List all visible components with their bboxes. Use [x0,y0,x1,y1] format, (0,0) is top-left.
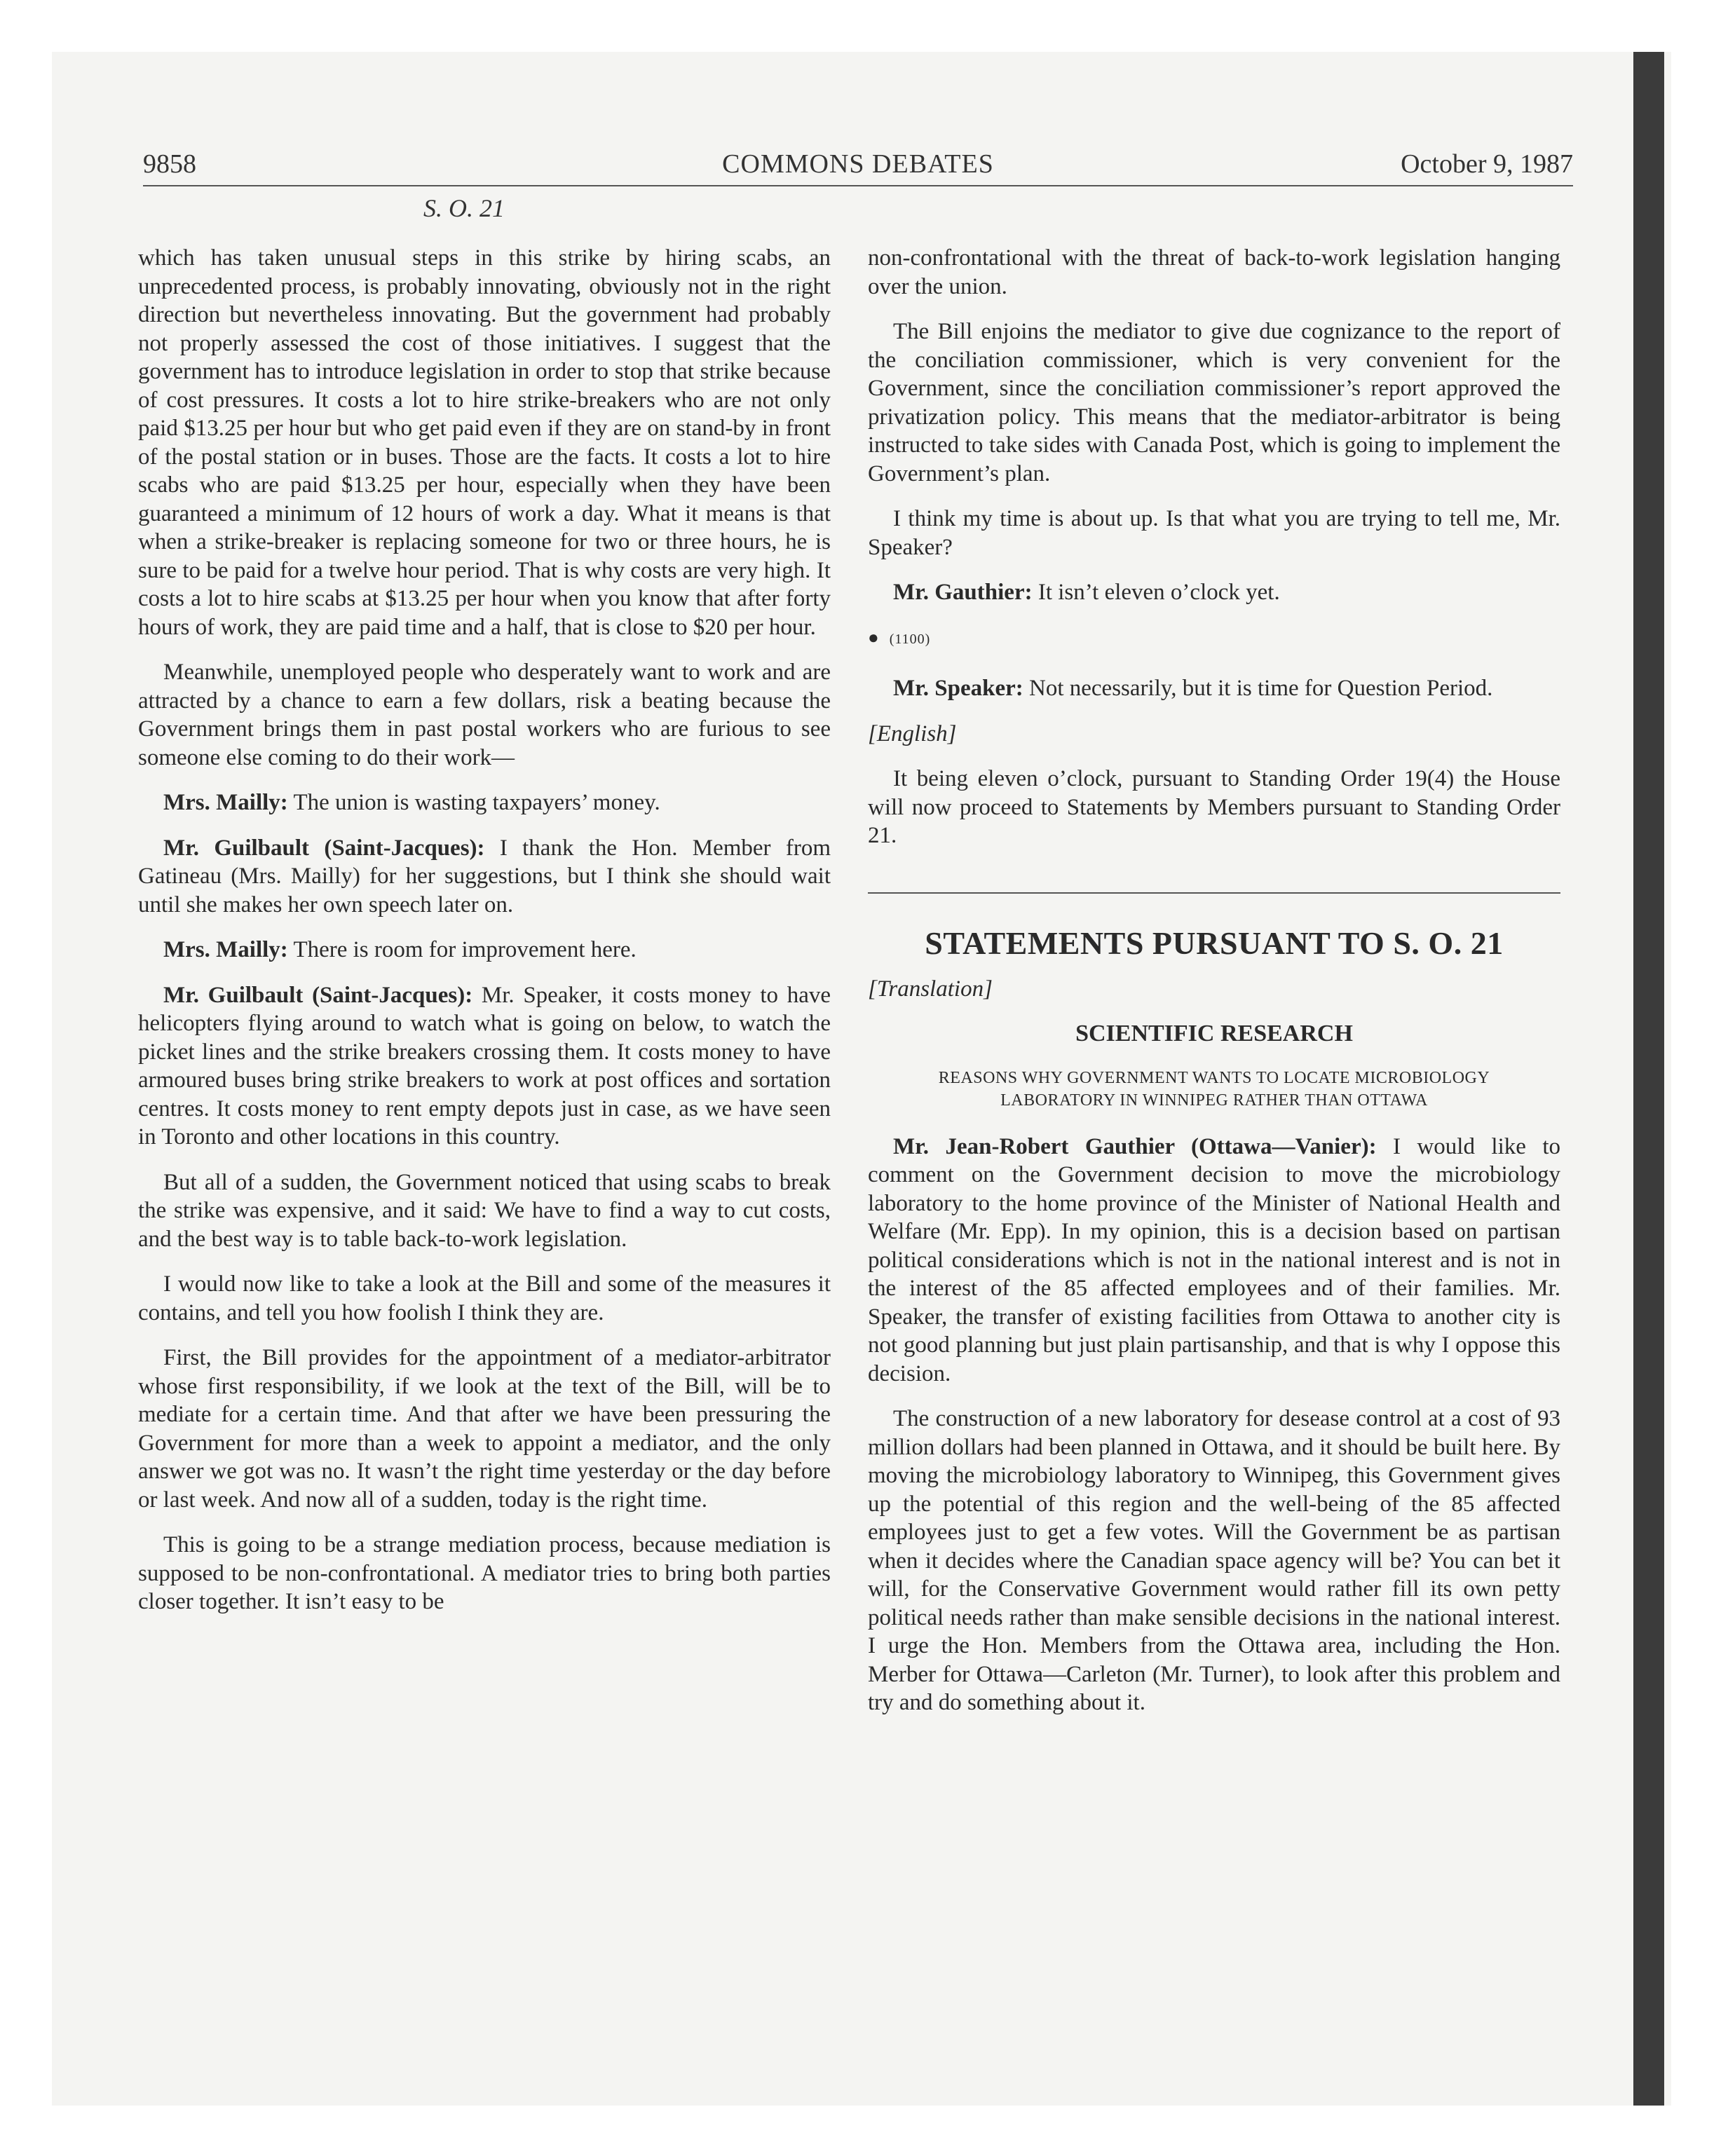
page-header [143,146,1573,186]
paragraph: The construction of a new laboratory for desease control at a cost of 93 million dollars had been planned in Ottawa, and it should be built here. By moving the microbiology laboratory to Winnipeg, this Government gives up the potential of this region and the well-being of the 85 affected employees just to get a few votes. Will the Government be as partisan when it decides where the Canadian space agency will be? You can bet it will, for the Conservative Government would rather fill its own petty political needs rather than make sensible decisions in the national interest. I urge the Hon. Members from the Ottawa area, including the Hon. Merber for Ottawa—Carleton (Mr. Turner), to look after this problem and try and do something about it. [868,1406,1560,1715]
paragraph: I would now like to take a look at the Bill and some of the measures it contains, and tell you how foolish I think they are. [138,1271,831,1325]
paragraph: non-confrontational with the threat of back-to-work legislation hanging over the union. [868,245,1560,299]
section-title: STATEMENTS PURSUANT TO S. O. 21 [925,925,1504,961]
speech-text: It isn’t eleven o’clock yet. [1037,580,1280,605]
speech-paragraph [138,789,831,817]
speech-text: Mr. Speaker, it costs money to have helicopters flying around to watch what is going on below, to watch the picket lines and the strike breakers crossing them. It costs money to have armoured buses bring strike breakers to work at post offices and sortation centres. It costs money to rent empty depots just in case, as we have seen in Toronto and other locations in this country. [138,982,831,1149]
speaker-name: Mr. Speaker: [893,676,1023,701]
time-marker [868,624,1560,654]
subject-title: SCIENTIFIC RESEARCH [1075,1021,1353,1046]
section-divider [868,892,1560,894]
paragraph: This is going to be a strange mediation process, because mediation is supposed to be non-confrontational. A mediator tries to bring both parties closer together. It isn’t easy to be [138,1532,831,1614]
speaker-name: Mr. Jean-Robert Gauthier (Ottawa—Vanier): [893,1133,1377,1159]
paragraph: Meanwhile, unemployed people who desperately want to work and are attracted by a chance to earn a few dollars, risk a beating because the Government brings them in past postal workers who are furious to see someone else coming to do their work— [138,660,831,770]
time-marker-text: (1100) [889,631,931,647]
paragraph: The Bill enjoins the mediator to give due cognizance to the report of the conciliation commissioner, which is very convenient for the Government, since the conciliation commissioner’s report approved the privatization policy. This means that the mediator-arbitrator is being instructed to take sides with Canada Post, which is going to implement the Government’s plan. [868,319,1560,486]
scan-edge-bar [1633,52,1664,2106]
speech-paragraph [138,936,831,964]
speech-paragraph [868,1133,1560,1389]
paragraph: which has taken unusual steps in this strike by hiring scabs, an unprecedented process, is probably innovating, obviously not in the right direction but nevertheless innovating. But the government had probably not properly assessed the cost of those initiatives. I suggest that the government has to introduce legislation in order to stop that strike because of cost pressures. It costs a lot to hire strike-breakers who are not only paid $13.25 per hour but who get paid even if they are on stand-by in front of the postal station or in buses. Those are the facts. It costs a lot to hire scabs who are paid $13.25 per hour, especially when they have been guaranteed a minimum of 12 hours of work a day. What it means is that when a strike-breaker is replacing someone for two or three hours, he is sure to be paid for a twelve hour period. That is why costs are very high. It costs a lot to hire scabs at $13.25 per hour when you know that after forty hours of work, they are paid time and a half, that is close to $20 per hour. [138,245,831,640]
speaker-name: Mrs. Mailly: [163,790,288,815]
right-column [868,244,1560,1734]
paragraph: I think my time is about up. Is that what you are trying to tell me, Mr. Speaker? [868,506,1560,560]
page-number: 9858 [143,149,196,179]
publication-title: COMMONS DEBATES [722,149,994,179]
speech-text: The union is wasting taxpayers’ money. [293,790,660,815]
speech-text: There is room for improvement here. [293,937,637,962]
speaker-name: Mr. Guilbault (Saint-Jacques): [163,835,485,861]
speech-text: I would like to comment on the Government decision to move the microbiology laboratory to the home province of the Minister of National Health and Welfare (Mr. Epp). In my opinion, this is a decision based on partisan political considerations which is not in the national interest and is not in the interest of the 85 affected employees and of their families. Mr. Speaker, the transfer of existing facilities from Ottawa to another city is not good planning but just plain partisanship, and that is why I oppose this decision. [868,1133,1561,1386]
paragraph: First, the Bill provides for the appointment of a mediator-arbitrator whose first responsibility, if we look at the text of the Bill, will be to mediate for a certain time. And that after we have been pressuring the Government for more than a week to appoint a mediator, and the only answer we got was no. It wasn’t the right time yesterday or the day before or last week. And now all of a sudden, today is the right time. [138,1345,831,1513]
speaker-name: Mr. Guilbault (Saint-Jacques): [163,982,473,1008]
bullet-icon: ● [868,627,880,648]
speaker-name: Mr. Gauthier: [893,580,1033,605]
left-column [138,244,831,1633]
language-label: [Translation] [868,976,993,1002]
language-label: [English] [868,721,957,746]
speech-paragraph [138,981,831,1152]
speech-paragraph [138,834,831,920]
standing-order-reference: S. O. 21 [423,194,505,222]
paragraph: It being eleven o’clock, pursuant to Standing Order 19(4) the House will now proceed to Statements by Members pursuant to Standing Order 21. [868,766,1560,848]
publication-date: October 9, 1987 [1401,149,1573,179]
speech-paragraph [868,578,1560,607]
subject-subtitle: REASONS WHY GOVERNMENT WANTS TO LOCATE MICROBIOLOGY LABORATORY IN WINNIPEG RATHER THAN OTTAWA [938,1068,1490,1110]
paragraph: But all of a sudden, the Government noticed that using scabs to break the strike was expensive, and it said: We have to find a way to cut costs, and the best way is to table back-to-work legislation. [138,1169,831,1252]
speech-text: Not necessarily, but it is time for Question Period. [1029,676,1493,701]
speaker-name: Mrs. Mailly: [163,937,288,962]
speech-paragraph [868,674,1560,703]
speech-text: I thank the Hon. Member from Gatineau (Mrs. Mailly) for her suggestions, but I think she should wait until she makes her own speech later on. [138,835,831,917]
